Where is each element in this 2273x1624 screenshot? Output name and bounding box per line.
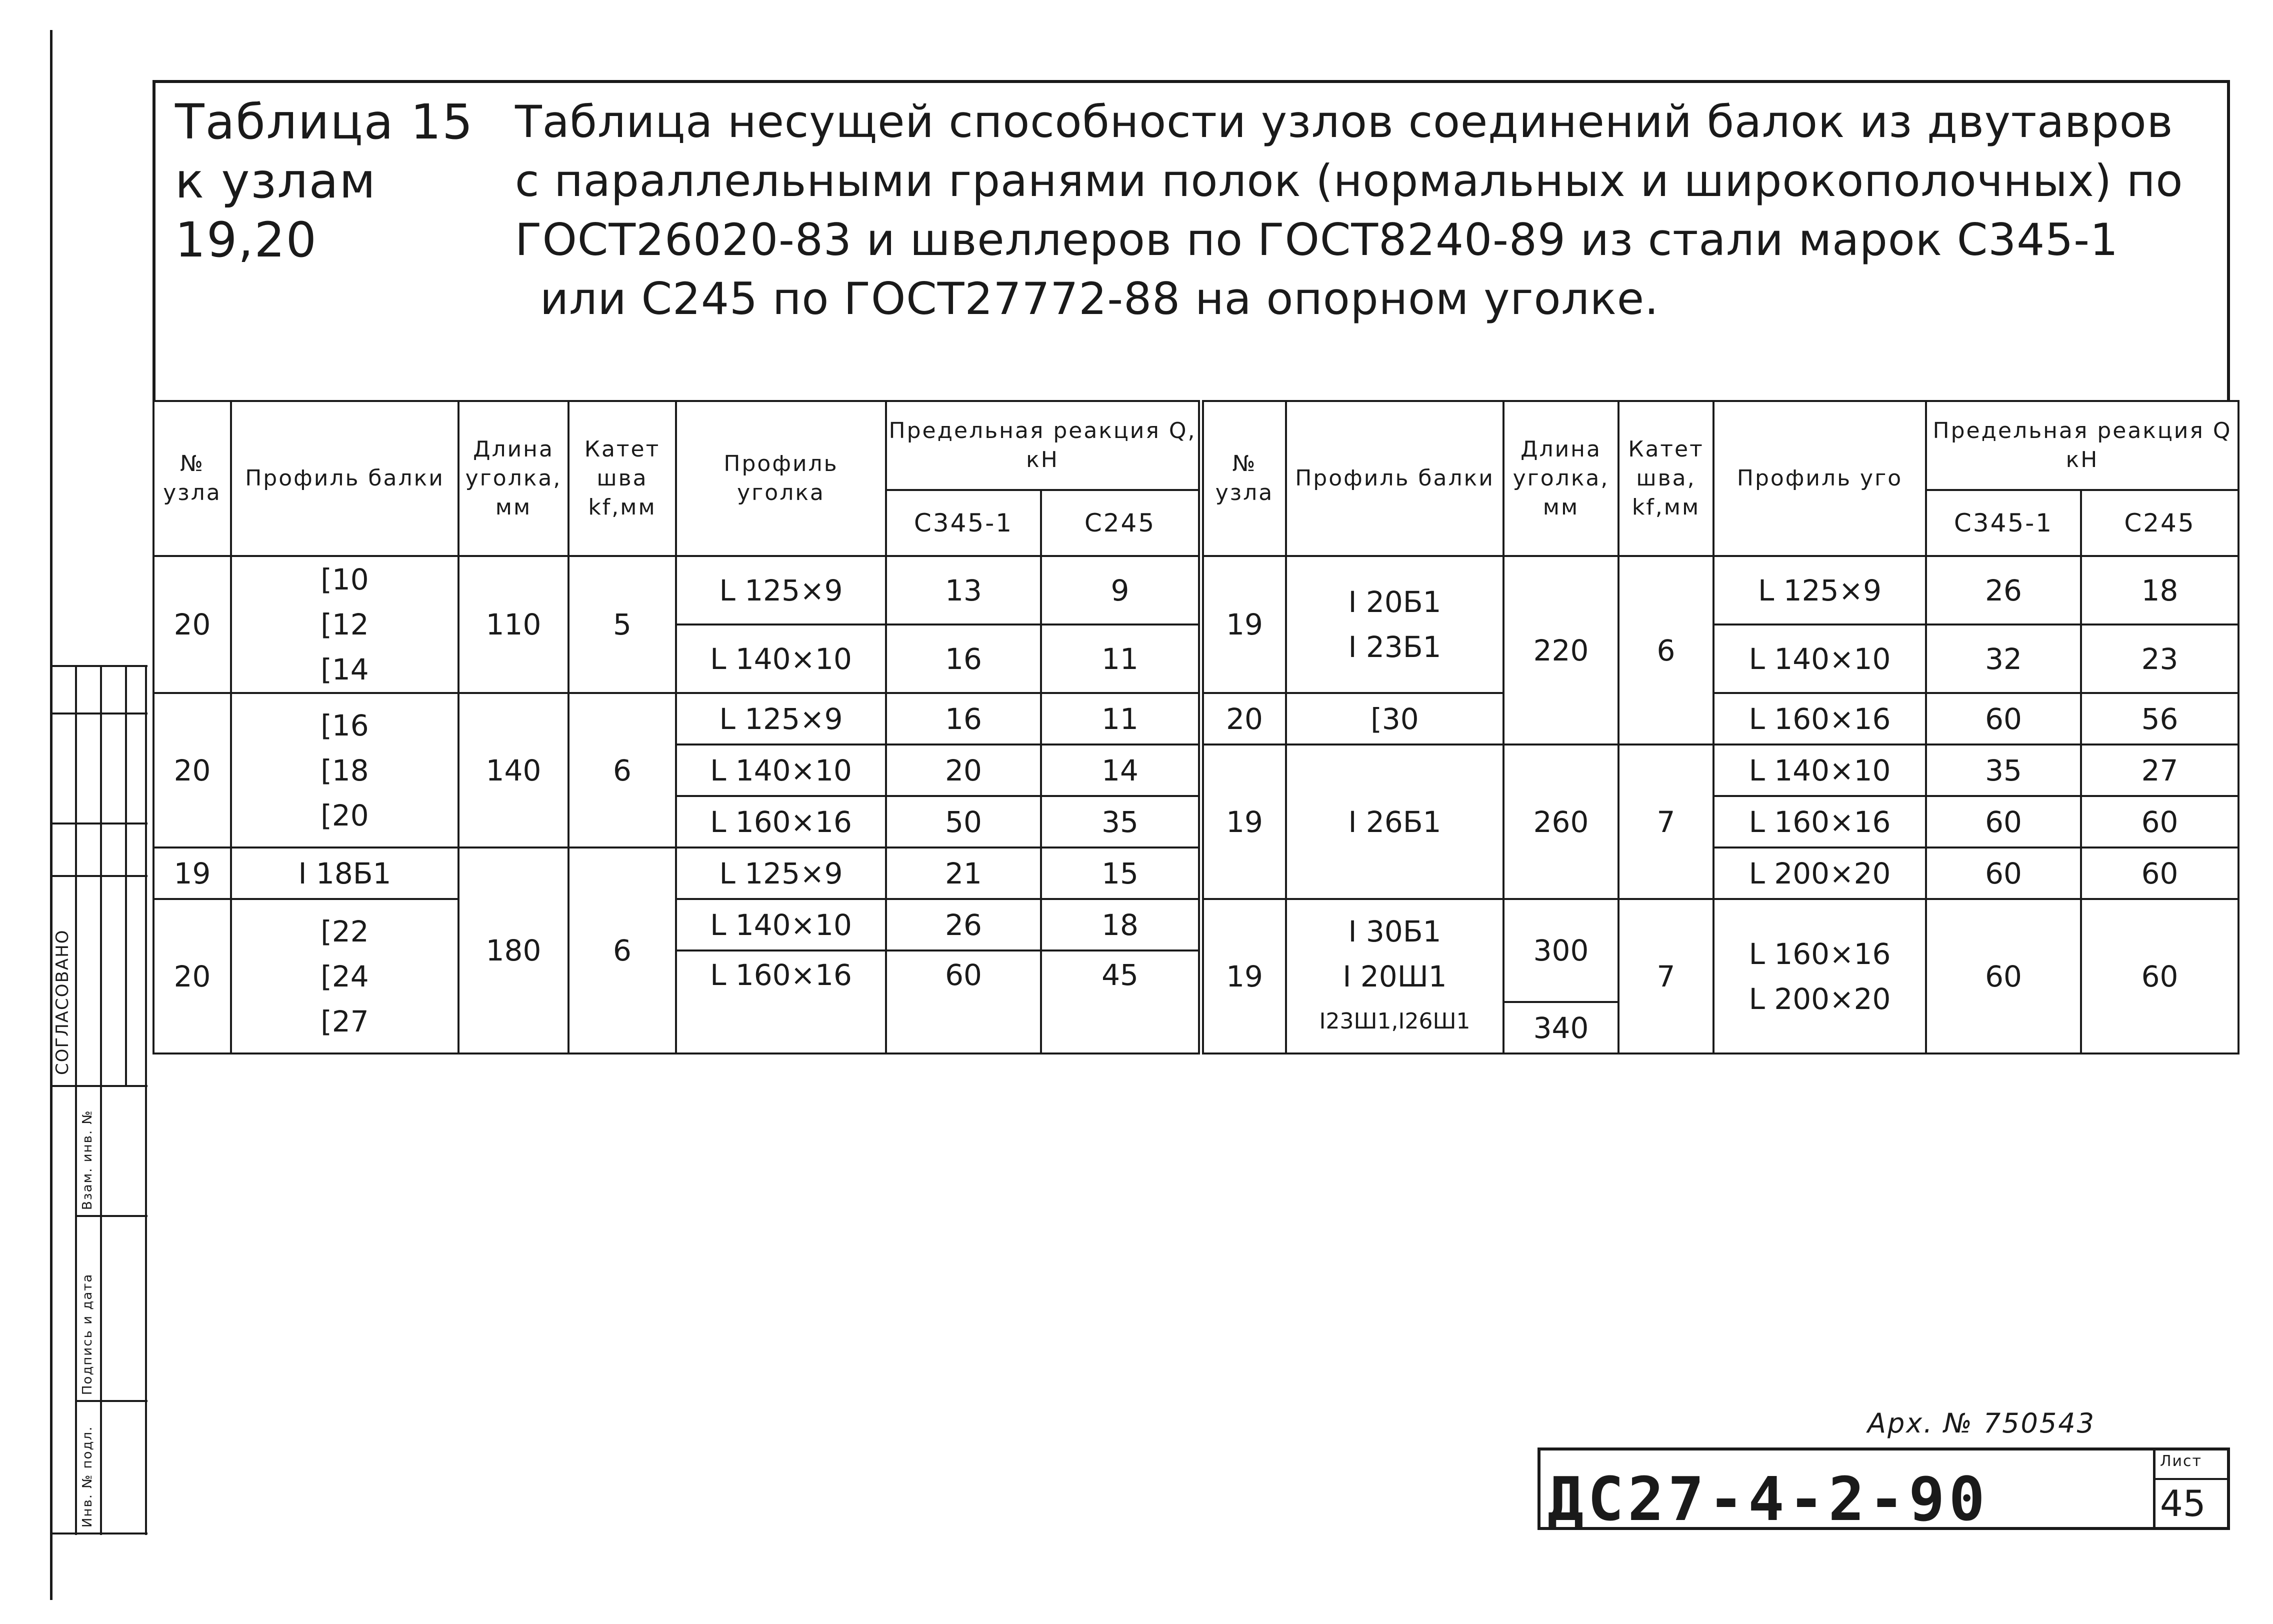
cell-angle: L 160×16 bbox=[676, 796, 886, 848]
cell-length: 180 bbox=[458, 848, 568, 1054]
cell-c245: 15 bbox=[1041, 848, 1201, 899]
cell-length: 140 bbox=[458, 693, 568, 848]
cell-length: 110 bbox=[458, 556, 568, 693]
sheet-number: 45 bbox=[2160, 1482, 2206, 1524]
cell-node: 20 bbox=[154, 693, 231, 848]
cell-c245: 45 bbox=[1041, 950, 1201, 1054]
col-length-r: Длина уголка, мм bbox=[1504, 401, 1618, 556]
cell-length-r: 340 bbox=[1504, 1002, 1618, 1054]
cell-c345-r: 26 bbox=[1926, 556, 2081, 624]
document-code: ДС27-4-2-90 bbox=[1548, 1465, 1989, 1534]
cell-node-r: 19 bbox=[1201, 899, 1286, 1054]
cell-c345-r: 32 bbox=[1926, 624, 2081, 693]
cell-c245-r: 60 bbox=[2081, 899, 2238, 1054]
cell-c345-r: 60 bbox=[1926, 796, 2081, 848]
cell-weld: 5 bbox=[568, 556, 676, 693]
cell-node: 20 bbox=[154, 899, 231, 1054]
cell-weld-r: 6 bbox=[1618, 556, 1714, 744]
cell-node: 19 bbox=[154, 848, 231, 899]
agreed-label: СОГЛАСОВАНО bbox=[52, 929, 72, 1075]
cell-angle: L 140×10 bbox=[676, 744, 886, 796]
col-node: № узла bbox=[154, 401, 231, 556]
cell-profile: I 18Б1 bbox=[231, 848, 458, 899]
table-row bbox=[154, 848, 2238, 899]
cell-c345-r: 35 bbox=[1926, 744, 2081, 796]
cell-c245-r: 56 bbox=[2081, 693, 2238, 744]
cell-c345-r: 60 bbox=[1926, 848, 2081, 899]
vzam-label: Взам. инв. № bbox=[80, 1110, 95, 1210]
cell-profile-r: I 20Б1 I 23Б1 bbox=[1286, 556, 1504, 693]
cell-weld-r: 7 bbox=[1618, 899, 1714, 1054]
col-profile: Профиль балки bbox=[231, 401, 458, 556]
cell-node-r: 19 bbox=[1201, 556, 1286, 693]
cell-angle-r: L 200×20 bbox=[1714, 848, 1926, 899]
inv-label: Инв. № подл. bbox=[80, 1426, 95, 1528]
col-reaction-r: Предельная реакция Q кН bbox=[1926, 401, 2238, 490]
cell-c345: 16 bbox=[886, 624, 1041, 693]
cell-weld-r: 7 bbox=[1618, 744, 1714, 899]
cell-length-r: 220 bbox=[1504, 556, 1618, 744]
sign-label: Подпись и дата bbox=[80, 1273, 95, 1395]
cell-c245-r: 60 bbox=[2081, 796, 2238, 848]
cell-c245: 14 bbox=[1041, 744, 1201, 796]
cell-c345: 13 bbox=[886, 556, 1041, 624]
cell-c245-r: 60 bbox=[2081, 848, 2238, 899]
cell-length-r: 300 bbox=[1504, 899, 1618, 1002]
cell-c245: 18 bbox=[1041, 899, 1201, 950]
col-angle-r: Профиль уго bbox=[1714, 401, 1926, 556]
col-profile-r: Профиль балки bbox=[1286, 401, 1504, 556]
cell-angle-r: L 125×9 bbox=[1714, 556, 1926, 624]
cell-angle: L 160×16 bbox=[676, 950, 886, 1054]
cell-length-r: 260 bbox=[1504, 744, 1618, 899]
col-reaction: Предельная реакция Q, кН bbox=[886, 401, 1201, 490]
cell-node-r: 20 bbox=[1201, 693, 1286, 744]
col-angle: Профиль уголка bbox=[676, 401, 886, 556]
col-c345-r: С345-1 bbox=[1926, 490, 2081, 556]
col-weld: Катет шва kf,мм bbox=[568, 401, 676, 556]
cell-c345: 16 bbox=[886, 693, 1041, 744]
cell-angle: L 140×10 bbox=[676, 624, 886, 693]
col-weld-r: Катет шва, kf,мм bbox=[1618, 401, 1714, 556]
cell-c245: 11 bbox=[1041, 624, 1201, 693]
col-length: Длина уголка, мм bbox=[458, 401, 568, 556]
cell-profile: [16 [18 [20 bbox=[231, 693, 458, 848]
cell-angle: L 125×9 bbox=[676, 556, 886, 624]
archive-number: Арх. № 750543 bbox=[1868, 1408, 2096, 1439]
cell-profile: [22 [24 [27 bbox=[231, 899, 458, 1054]
cell-c345-r: 60 bbox=[1926, 899, 2081, 1054]
cell-node: 20 bbox=[154, 556, 231, 693]
cell-profile: [10 [12 [14 bbox=[231, 556, 458, 693]
cell-c245: 35 bbox=[1041, 796, 1201, 848]
cell-angle: L 125×9 bbox=[676, 848, 886, 899]
col-c245: С245 bbox=[1041, 490, 1201, 556]
cell-c245-r: 27 bbox=[2081, 744, 2238, 796]
cell-c345: 26 bbox=[886, 899, 1041, 950]
cell-profile-r: I 30Б1 I 20Ш1 I23Ш1,I26Ш1 bbox=[1286, 899, 1504, 1054]
cell-angle-r: L 160×16 bbox=[1714, 796, 1926, 848]
cell-angle-r: L 140×10 bbox=[1714, 744, 1926, 796]
cell-weld: 6 bbox=[568, 693, 676, 848]
cell-c345: 60 bbox=[886, 950, 1041, 1054]
col-c245-r: С245 bbox=[2081, 490, 2238, 556]
cell-angle-r: L 160×16 L 200×20 bbox=[1714, 899, 1926, 1054]
cell-node-r: 19 bbox=[1201, 744, 1286, 899]
cell-c345-r: 60 bbox=[1926, 693, 2081, 744]
col-node-r: № узла bbox=[1201, 401, 1286, 556]
cell-angle: L 125×9 bbox=[676, 693, 886, 744]
table-row bbox=[154, 693, 2238, 744]
table-row bbox=[154, 556, 2238, 624]
cell-c345: 50 bbox=[886, 796, 1041, 848]
cell-c245: 11 bbox=[1041, 693, 1201, 744]
capacity-table bbox=[152, 400, 2240, 1054]
cell-profile-r: I 26Б1 bbox=[1286, 744, 1504, 899]
cell-c245: 9 bbox=[1041, 556, 1201, 624]
sheet-label: Лист bbox=[2160, 1452, 2202, 1470]
table-title: Таблица несущей способности узлов соединений балок из двутавров с параллельными гранями полок (нормальных и широкополочных) по ГОСТ26020-83 и швеллеров по ГОСТ8240-89 из стали марок С345-1 или С245 по ГОСТ27772-88 на опорном уголке. bbox=[515, 96, 2184, 324]
cell-c345: 21 bbox=[886, 848, 1041, 899]
cell-profile-r: [30 bbox=[1286, 693, 1504, 744]
header-row bbox=[154, 401, 2238, 490]
col-c345: С345-1 bbox=[886, 490, 1041, 556]
cell-angle-r: L 160×16 bbox=[1714, 693, 1926, 744]
cell-c245-r: 18 bbox=[2081, 556, 2238, 624]
cell-weld: 6 bbox=[568, 848, 676, 1054]
cell-c245-r: 23 bbox=[2081, 624, 2238, 693]
cell-angle: L 140×10 bbox=[676, 899, 886, 950]
cell-angle-r: L 140×10 bbox=[1714, 624, 1926, 693]
cell-c345: 20 bbox=[886, 744, 1041, 796]
table-number: Таблица 15 к узлам 19,20 bbox=[175, 94, 474, 268]
